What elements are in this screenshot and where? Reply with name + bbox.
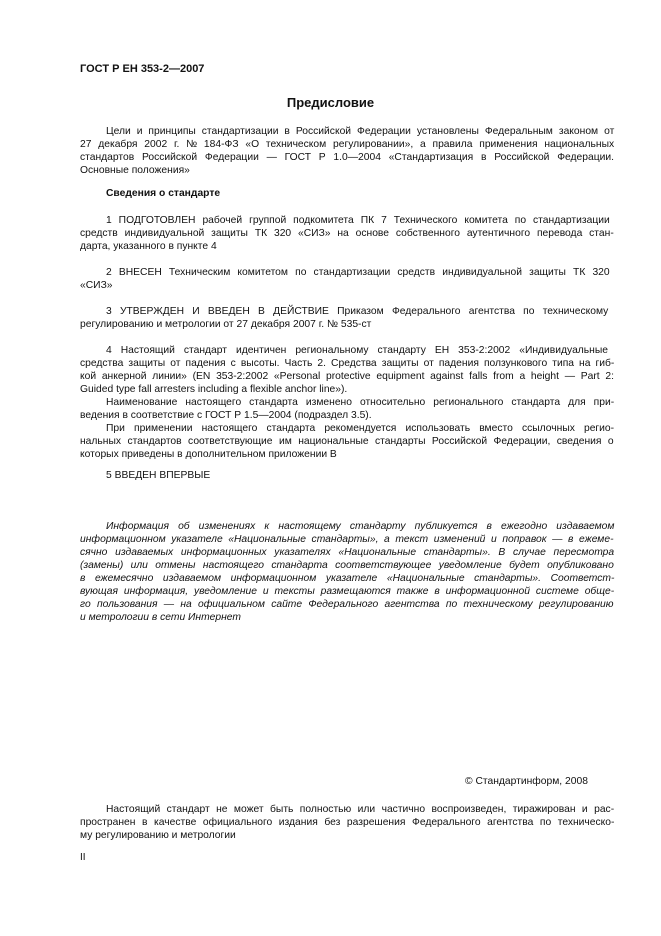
- copyright-notice: © Стандартинформ, 2008: [465, 776, 588, 787]
- text-line: Цели и принципы стандартизации в Российской Федерации установлены Федеральным законом от: [106, 126, 615, 137]
- text-line: «СИЗ»: [80, 280, 113, 291]
- text-line: кой анкерной линии» (EN 353-2:2002 «Personal protective equipment against falls from a height — Part 2:: [80, 371, 614, 382]
- page-title: Предисловие: [286, 95, 375, 110]
- text-line: сячно издаваемых информационных указателях «Национальные стандарты». В случае пересмотра: [80, 547, 615, 558]
- text-line: Основные положения»: [80, 165, 190, 176]
- item-2: [80, 266, 614, 292]
- text-line: му регулированию и метрологии: [80, 830, 236, 841]
- intro-paragraph: [80, 125, 614, 177]
- text-line: в ежемесячно издаваемом информационном указателе «Национальные стандарты». Соответст-: [80, 573, 615, 584]
- document-header: ГОСТ Р ЕН 353-2—2007: [80, 63, 205, 75]
- text-line: средств индивидуальной защиты ТК 320 «СИЗ» на основе собственного аутентичного перевода стан-: [80, 228, 614, 239]
- text-line: и метрологии в сети Интернет: [80, 612, 241, 623]
- section-subtitle: Сведения о стандарте: [106, 188, 221, 199]
- text-line: стандартов Российской Федерации — ГОСТ Р 1.0—2004 «Стандартизация в Российской Федерации.: [80, 152, 614, 163]
- text-line: Guided type fall arresters including a flexible anchor line»).: [80, 384, 348, 395]
- text-line: средства защиты от падения с высоты. Часть 2. Средства защиты от падения ползункового типа на гиб-: [80, 358, 615, 369]
- text-line: При применении настоящего стандарта рекомендуется использовать вместо ссылочных регио-: [106, 423, 615, 434]
- text-line: Информация об изменениях к настоящему стандарту публикуется в ежегодно издаваемом: [106, 521, 615, 532]
- item-5: [80, 469, 614, 482]
- text-line: ведения в соответствие с ГОСТ Р 1.5—2004 (подраздел 3.5).: [80, 410, 372, 421]
- text-line: которых приведены в дополнительном приложении В: [80, 449, 337, 460]
- text-line: 5 ВВЕДЕН ВПЕРВЫЕ: [106, 470, 211, 481]
- text-line: информационном указателе «Национальные стандарты», а текст изменений и поправок — в ежеме-: [80, 534, 614, 545]
- text-line: регулированию и метрологии от 27 декабря 2007 г. № 535-ст: [80, 319, 372, 330]
- text-line: 1 ПОДГОТОВЛЕН рабочей группой подкомитета ПК 7 Технического комитета по стандартизации: [106, 215, 610, 226]
- text-line: дарта, указанного в пункте 4: [80, 241, 217, 252]
- text-line: 4 Настоящий стандарт идентичен региональному стандарту ЕН 353-2:2002 «Индивидуальные: [106, 345, 608, 356]
- item-1: [80, 214, 614, 253]
- item-3: [80, 305, 614, 331]
- item-4: [80, 344, 614, 461]
- text-line: вующая информация, уведомление и тексты размещаются также в информационной системе обще-: [80, 586, 615, 597]
- text-line: 3 УТВЕРЖДЕН И ВВЕДЕН В ДЕЙСТВИЕ Приказом Федерального агентства по техническому: [106, 306, 609, 317]
- page-number: II: [80, 852, 86, 863]
- text-line: Наименование настоящего стандарта изменено относительно регионального стандарта для при-: [106, 397, 615, 408]
- text-line: нальных стандартов соответствующие им национальные стандарты Российской Федерации, сведения о: [80, 436, 614, 447]
- text-line: го пользования — на официальном сайте Федерального агентства по техническому регулированию: [80, 599, 614, 610]
- text-line: пространен в качестве официального издания без разрешения Федерального агентства по техническо-: [80, 817, 615, 828]
- change-info-paragraph: [80, 520, 614, 624]
- reproduction-notice: [80, 803, 614, 842]
- text-line: 2 ВНЕСЕН Техническим комитетом по стандартизации средств индивидуальной защиты ТК 320: [106, 267, 610, 278]
- text-line: Настоящий стандарт не может быть полностью или частично воспроизведен, тиражирован и рас-: [106, 804, 615, 815]
- text-line: 27 декабря 2002 г. № 184-ФЗ «О техническом регулировании», а правила применения национальных: [80, 139, 615, 150]
- text-line: (замены) или отмены настоящего стандарта соответствующее уведомление будет опубликовано: [80, 560, 614, 571]
